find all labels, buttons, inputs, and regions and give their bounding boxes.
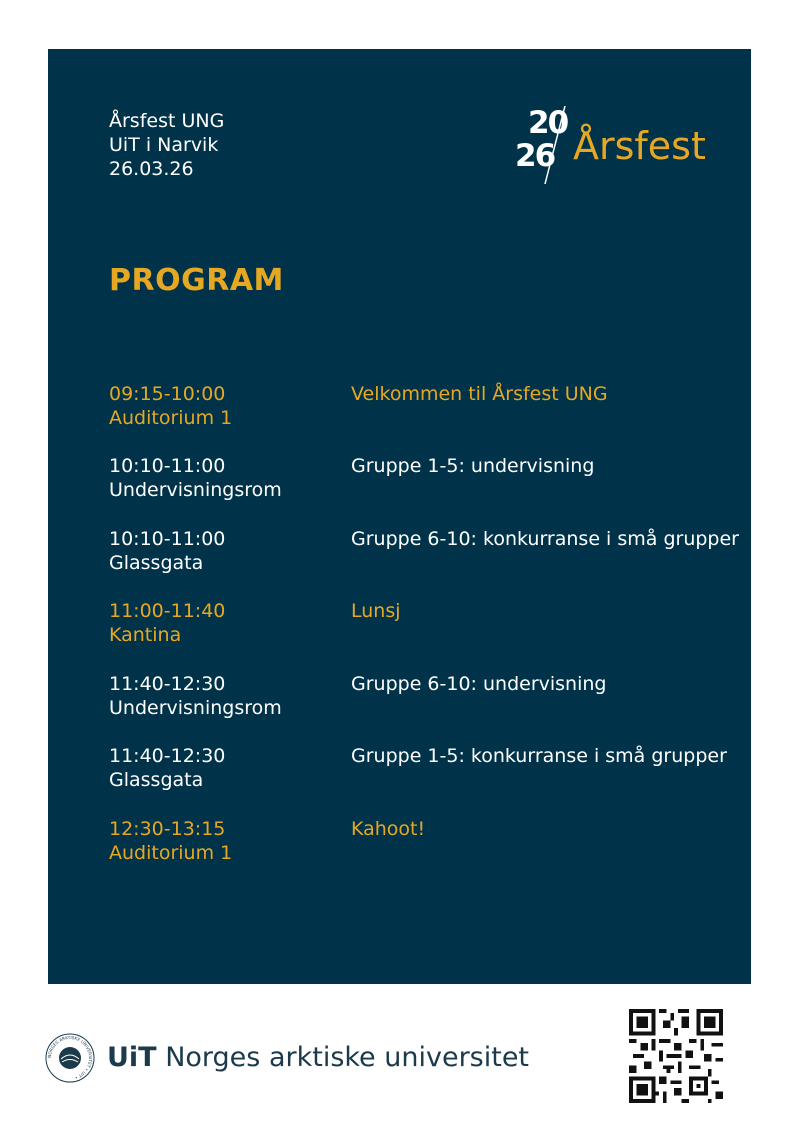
- program-heading: PROGRAM: [109, 263, 284, 298]
- logo-slash-icon: [543, 106, 573, 186]
- entry-description: Lunsj: [351, 600, 401, 622]
- footer-branding: [45, 1033, 530, 1083]
- entry-time: 12:30-13:15: [109, 818, 226, 840]
- entry-time: 09:15-10:00: [109, 383, 226, 405]
- entry-place: Undervisningsrom: [109, 697, 282, 719]
- qr-code-icon[interactable]: [629, 1009, 723, 1103]
- svg-text:NORGES ARKTISKE UNIVERSITET •: NORGES ARKTISKE UNIVERSITET • UIT •: [46, 1034, 94, 1081]
- entry-description: Gruppe 6-10: undervisning: [351, 673, 607, 695]
- uit-full-name: Norges arktiske universitet: [165, 1042, 530, 1073]
- logo-year-bottom: 26: [515, 138, 555, 174]
- entry-description: Gruppe 1-5: undervisning: [351, 455, 595, 477]
- event-title: Årsfest UNG: [109, 110, 225, 132]
- entry-time: 11:40-12:30: [109, 673, 226, 695]
- entry-time: 11:40-12:30: [109, 745, 226, 767]
- entry-description: Gruppe 1-5: konkurranse i små grupper: [351, 745, 727, 767]
- entry-place: Auditorium 1: [109, 842, 233, 864]
- event-location: UiT i Narvik: [109, 134, 219, 156]
- logo-year-top: 20: [528, 105, 568, 141]
- entry-time: 10:10-11:00: [109, 528, 226, 550]
- event-date: 26.03.26: [109, 158, 194, 180]
- arsfest-logo: [513, 104, 713, 184]
- entry-description: Kahoot!: [351, 818, 426, 840]
- entry-place: Kantina: [109, 624, 182, 646]
- entry-place: Auditorium 1: [109, 407, 233, 429]
- entry-place: Undervisningsrom: [109, 479, 282, 501]
- logo-word: Årsfest: [573, 124, 706, 168]
- uit-wordmark: [107, 1041, 529, 1075]
- entry-description: Velkommen til Årsfest UNG: [351, 383, 608, 405]
- program-poster: [48, 49, 751, 984]
- entry-place: Glassgata: [109, 769, 204, 791]
- entry-description: Gruppe 6-10: konkurranse i små grupper: [351, 528, 739, 550]
- uit-seal-icon: [45, 1033, 95, 1083]
- entry-place: Glassgata: [109, 552, 204, 574]
- entry-time: 10:10-11:00: [109, 455, 226, 477]
- entry-time: 11:00-11:40: [109, 600, 226, 622]
- uit-abbrev: UiT: [107, 1042, 157, 1073]
- event-info: [109, 109, 224, 181]
